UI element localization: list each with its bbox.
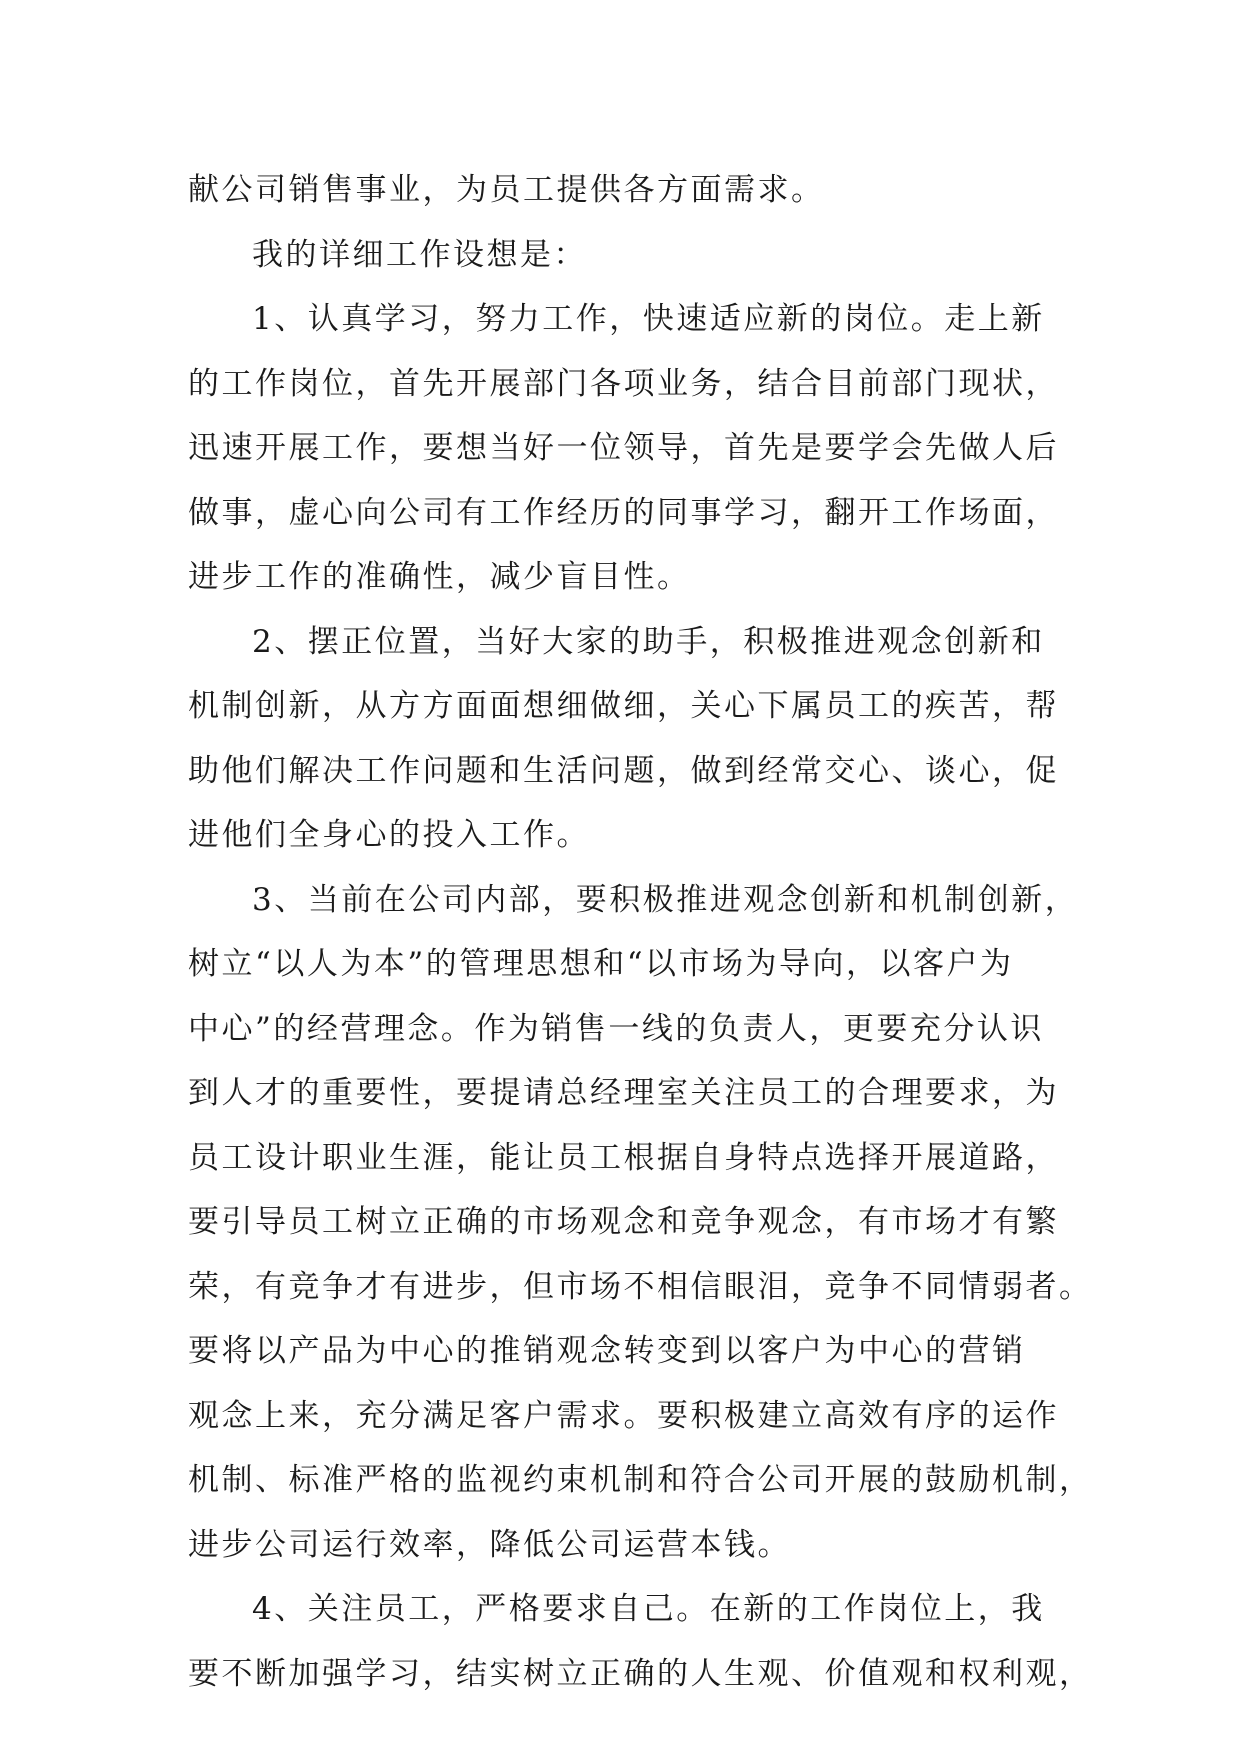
- text-line: 荣，有竞争才有进步，但市场不相信眼泪，竞争不同情弱者。: [188, 1268, 1093, 1305]
- text-line: 进步公司运行效率，降低公司运营本钱。: [188, 1526, 791, 1563]
- text-line: 到人才的重要性，要提请总经理室关注员工的合理要求，为: [188, 1075, 1059, 1111]
- text-line: 献公司销售事业，为员工提供各方面需求。: [188, 172, 825, 208]
- text-line: 我的详细工作设想是：: [252, 236, 587, 273]
- text-line: 进他们全身心的投入工作。: [188, 817, 590, 853]
- text-line: 树立“以人为本”的管理思想和“以市场为导向，以客户为: [188, 946, 1014, 982]
- text-line: 2、摆正位置，当好大家的助手，积极推进观念创新和: [252, 623, 1045, 660]
- text-line: 中心”的经营理念。作为销售一线的负责人，更要充分认识: [188, 1010, 1044, 1047]
- text-line: 员工设计职业生涯，能让员工根据自身特点选择开展道路，: [188, 1139, 1059, 1176]
- text-line: 做事，虚心向公司有工作经历的同事学习，翻开工作场面，: [188, 494, 1059, 531]
- text-line: 助他们解决工作问题和生活问题，做到经常交心、谈心，促: [188, 752, 1059, 789]
- text-line: 要将以产品为中心的推销观念转变到以客户为中心的营销: [188, 1333, 1026, 1369]
- text-line: 的工作岗位，首先开展部门各项业务，结合目前部门现状，: [188, 365, 1059, 402]
- text-line: 迅速开展工作，要想当好一位领导，首先是要学会先做人后: [188, 430, 1059, 466]
- text-line: 机制创新，从方方面面想细做细，关心下属员工的疾苦，帮: [188, 688, 1059, 724]
- text-line: 机制、标准严格的监视约束机制和符合公司开展的鼓励机制，: [188, 1462, 1093, 1498]
- text-line: 4、关注员工，严格要求自己。在新的工作岗位上，我: [252, 1591, 1045, 1627]
- text-line: 1、认真学习，努力工作，快速适应新的岗位。走上新: [252, 301, 1045, 337]
- text-line: 3、当前在公司内部，要积极推进观念创新和机制创新，: [252, 881, 1079, 918]
- text-line: 要不断加强学习，结实树立正确的人生观、价值观和权利观，: [188, 1655, 1093, 1692]
- document-body: [188, 158, 1093, 1706]
- text-line: 进步工作的准确性，减少盲目性。: [188, 559, 691, 595]
- text-line: 观念上来，充分满足客户需求。要积极建立高效有序的运作: [188, 1397, 1059, 1434]
- text-line: 要引导员工树立正确的市场观念和竞争观念，有市场才有繁: [188, 1204, 1059, 1240]
